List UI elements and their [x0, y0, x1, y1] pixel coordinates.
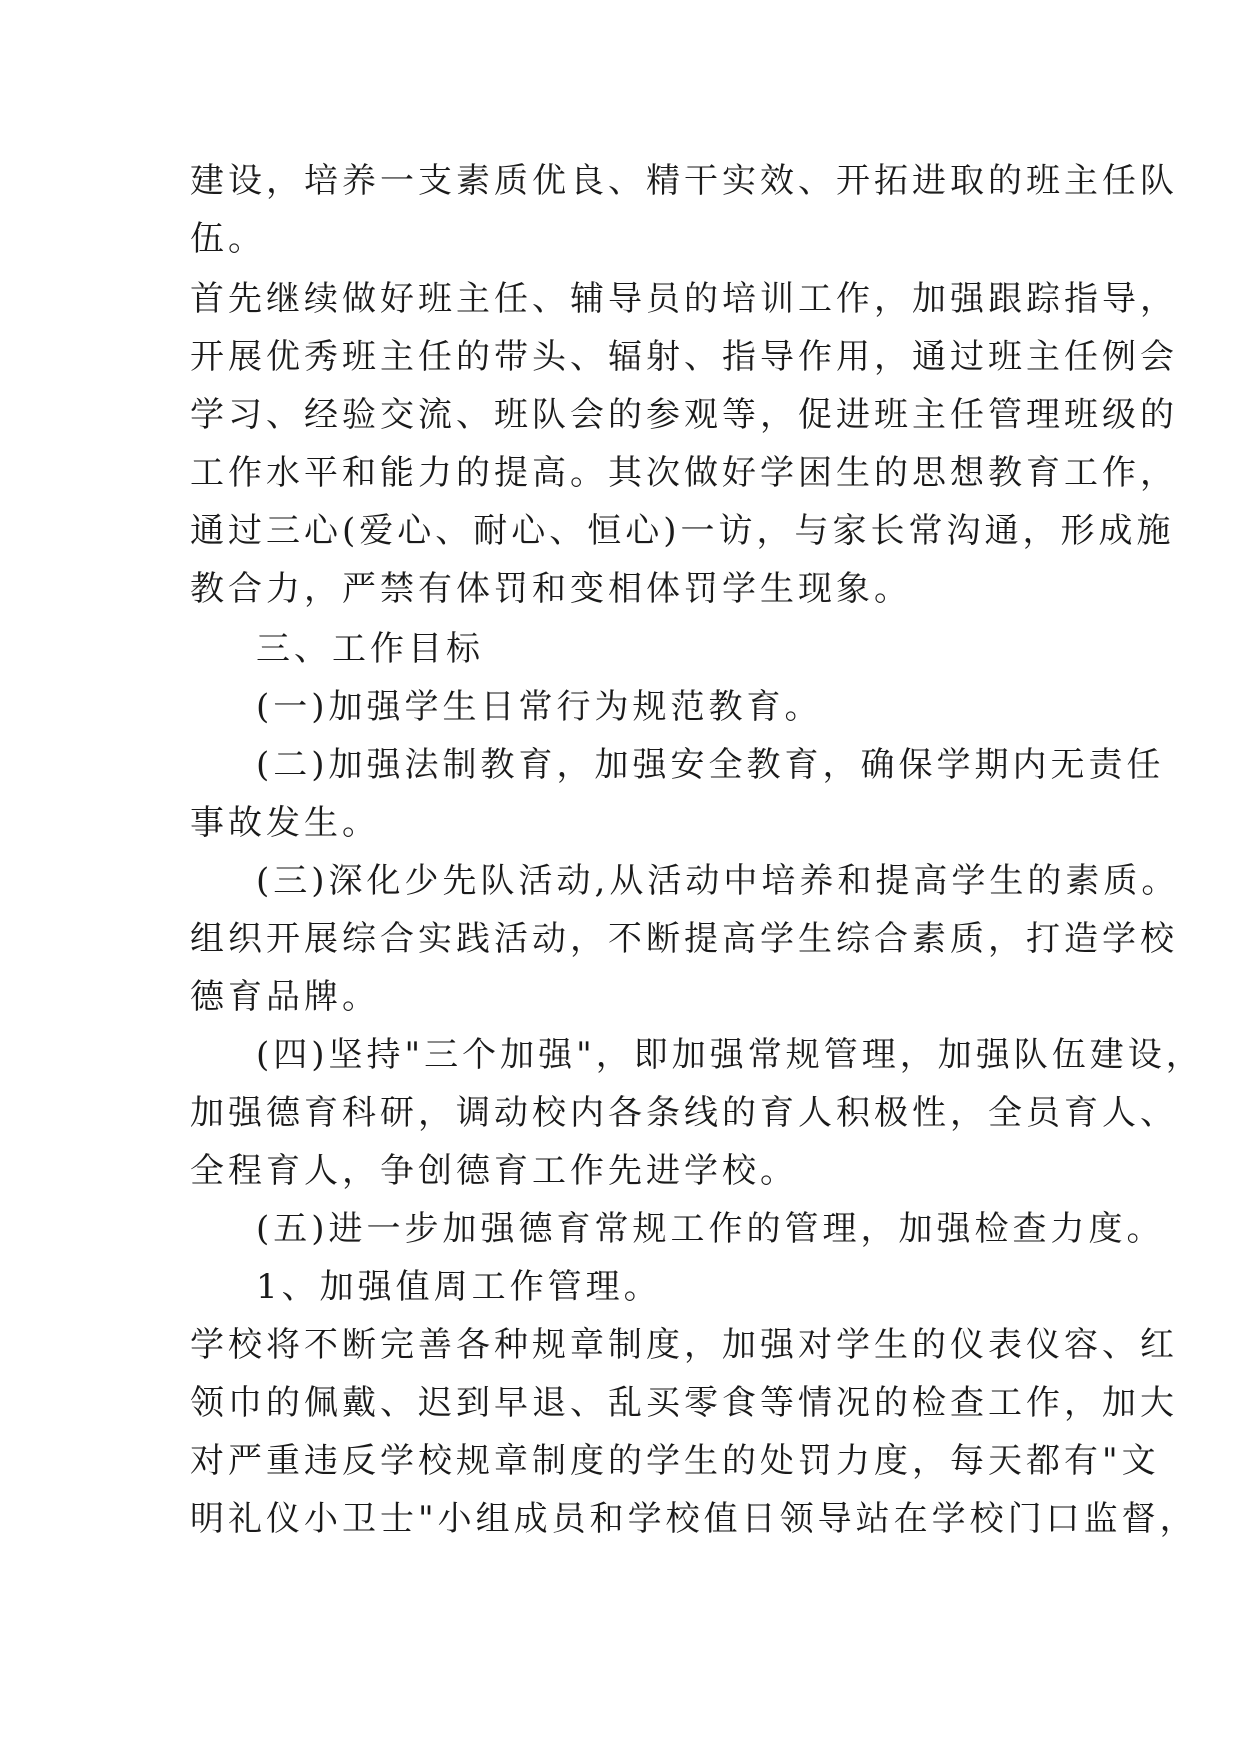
text-line: 开展优秀班主任的带头、辐射、指导作用，通过班主任例会 [190, 337, 1178, 377]
text-line: (五)进一步加强德育常规工作的管理，加强检查力度。 [256, 1209, 1165, 1249]
text-line: 通过三心(爱心、耐心、恒心)一访，与家长常沟通，形成施 [190, 511, 1175, 551]
text-line: 1、加强值周工作管理。 [256, 1267, 662, 1307]
text-line: (二)加强法制教育，加强安全教育，确保学期内无责任 [256, 745, 1165, 785]
text-line: 加强德育科研，调动校内各条线的育人积极性，全员育人、 [190, 1093, 1178, 1133]
text-line: (三)深化少先队活动,从活动中培养和提高学生的素质。 [256, 861, 1180, 901]
text-line: 学校将不断完善各种规章制度，加强对学生的仪表仪容、红 [190, 1325, 1178, 1365]
text-line: 事故发生。 [190, 803, 380, 843]
text-line: 德育品牌。 [190, 977, 380, 1017]
text-line: 对严重违反学校规章制度的学生的处罚力度，每天都有"文 [190, 1441, 1160, 1481]
text-line: 伍。 [190, 219, 266, 259]
text-line: 首先继续做好班主任、辅导员的培训工作，加强跟踪指导， [190, 279, 1178, 319]
text-line: 建设，培养一支素质优良、精干实效、开拓进取的班主任队 [190, 161, 1178, 201]
text-line: 学习、经验交流、班队会的参观等，促进班主任管理班级的 [190, 395, 1178, 435]
text-line: 领巾的佩戴、迟到早退、乱买零食等情况的检查工作，加大 [190, 1383, 1178, 1423]
text-line: 明礼仪小卫士"小组成员和学校值日领导站在学校门口监督， [190, 1499, 1198, 1539]
text-line: (四)坚持"三个加强"，即加强常规管理，加强队伍建设， [256, 1035, 1204, 1075]
text-line: 组织开展综合实践活动，不断提高学生综合素质，打造学校 [190, 919, 1178, 959]
text-line: 全程育人，争创德育工作先进学校。 [190, 1151, 798, 1191]
text-line: (一)加强学生日常行为规范教育。 [256, 687, 823, 727]
text-line: 教合力，严禁有体罚和变相体罚学生现象。 [190, 569, 912, 609]
section-heading: 三、工作目标 [256, 629, 484, 669]
text-line: 工作水平和能力的提高。其次做好学困生的思想教育工作， [190, 453, 1178, 493]
